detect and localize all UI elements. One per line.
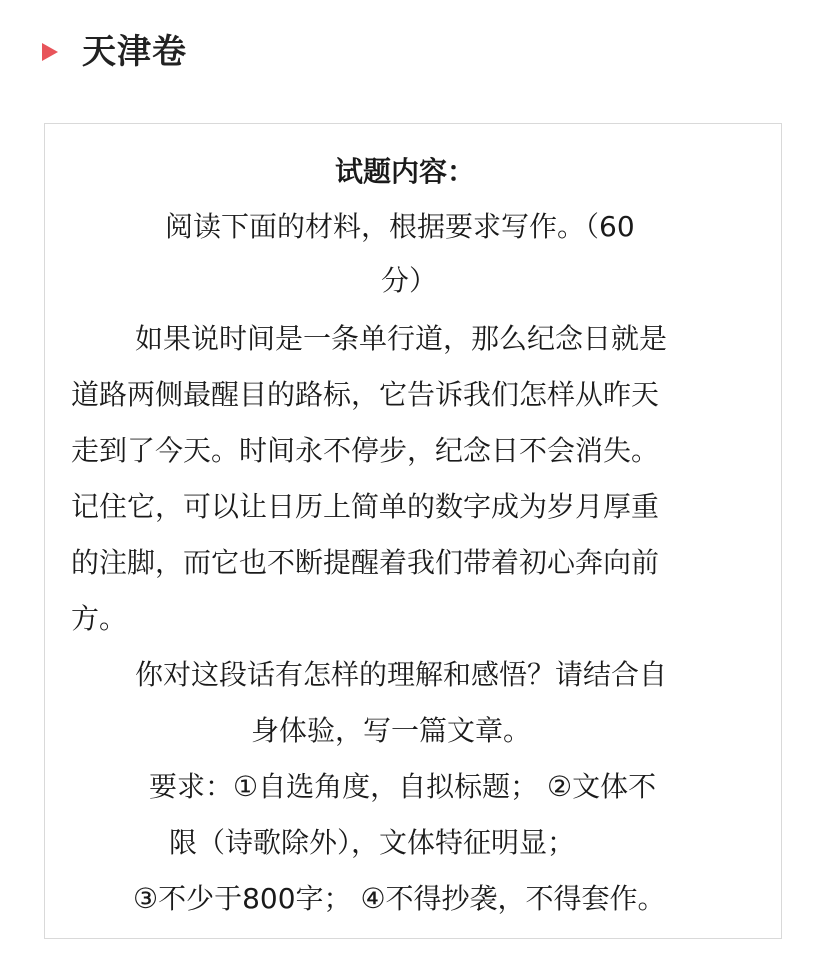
requirement-line: 要求：①自选角度，自拟标题； ②文体不 — [149, 770, 657, 803]
requirement-line: ③不少于800字； ④不得抄袭，不得套作。 — [133, 882, 666, 915]
material-line: 的注脚，而它也不断提醒着我们带着初心奔向前 — [71, 546, 660, 579]
play-triangle-icon — [42, 43, 58, 61]
material-line: 方。 — [71, 602, 128, 635]
requirement-line: 限（诗歌除外），文体特征明显； — [169, 826, 576, 859]
material-line: 走到了今天。时间永不停步，纪念日不会消失。 — [71, 434, 660, 467]
question-card — [44, 123, 782, 939]
material-line: 道路两侧最醒目的路标，它告诉我们怎样从昨天 — [71, 378, 660, 411]
prompt-line: 身体验，写一篇文章。 — [251, 714, 532, 747]
section-title: 天津卷 — [82, 32, 187, 72]
question-heading: 试题内容： — [335, 155, 476, 188]
material-line: 如果说时间是一条单行道，那么纪念日就是 — [135, 322, 668, 355]
material-line: 记住它，可以让日历上简单的数字成为岁月厚重 — [71, 490, 660, 523]
instruction-line: 阅读下面的材料，根据要求写作。（60 — [165, 210, 635, 243]
prompt-line: 你对这段话有怎样的理解和感悟？请结合自 — [135, 658, 668, 691]
section-header — [42, 28, 187, 76]
instruction-line: 分） — [381, 264, 438, 297]
